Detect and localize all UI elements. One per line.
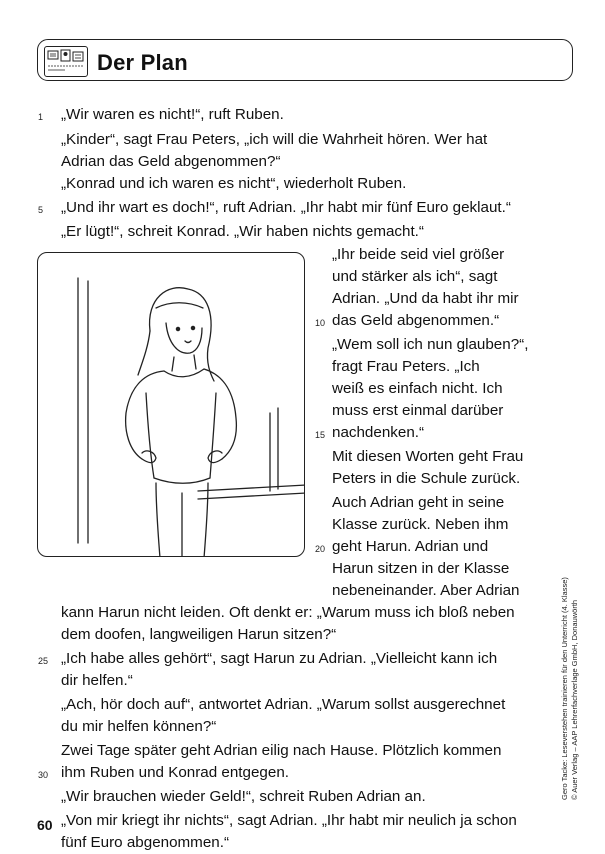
text-line: „Ach, hör doch auf“, antwortet Adrian. „Warum sollst ausgerechnet <box>61 696 506 713</box>
text-line: ihm Ruben und Konrad entgegen. <box>61 764 289 781</box>
page-title: Der Plan <box>97 50 188 75</box>
page-number: 60 <box>37 817 53 833</box>
text-line: dir helfen.“ <box>61 672 133 689</box>
text-line: „Und ihr wart es doch!“, ruft Adrian. „Ihr habt mir fünf Euro geklaut.“ <box>61 199 511 216</box>
text-line: nebeneinander. Aber Adrian <box>332 582 520 599</box>
text-line: nachdenken.“ <box>332 424 425 441</box>
line-number: 1 <box>38 112 44 122</box>
copyright-credit <box>556 560 594 800</box>
text-line: Klasse zurück. Neben ihm <box>332 516 509 533</box>
text-line: das Geld abgenommen.“ <box>332 312 500 329</box>
credit-line-1: Gero Tacke: Leseverstehen trainieren für den Unterricht (4. Klasse) <box>560 577 569 800</box>
text-line: „Von mir kriegt ihr nichts“, sagt Adrian. „Ihr habt mir neulich ja schon <box>61 812 517 829</box>
text-line: „Wem soll ich nun glauben?“, <box>332 336 529 353</box>
text-line: kann Harun nicht leiden. Oft denkt er: „Warum muss ich bloß neben <box>61 604 515 621</box>
text-line: „Ich habe alles gehört“, sagt Harun zu Adrian. „Vielleicht kann ich <box>61 650 498 667</box>
text-line: „Wir waren es nicht!“, ruft Ruben. <box>61 106 284 123</box>
line-number: 5 <box>38 205 44 215</box>
line-number: 30 <box>38 770 49 780</box>
credit-line-2: © Auer Verlag – AAP Lehrerfachverlage GmbH, Donauwörth <box>570 599 579 800</box>
text-line: Adrian. „Und da habt ihr mir <box>332 290 519 307</box>
text-line: „Wir brauchen wieder Geld!“, schreit Ruben Adrian an. <box>61 788 426 805</box>
line-number: 20 <box>315 544 326 554</box>
text-line: Adrian das Geld abgenommen?“ <box>61 153 281 170</box>
text-line: du mir helfen können?“ <box>61 718 217 735</box>
text-line: „Konrad und ich waren es nicht“, wiederholt Ruben. <box>61 175 407 192</box>
text-line: fünf Euro abgenommen.“ <box>61 834 230 851</box>
text-line: und stärker als ich“, sagt <box>332 268 498 285</box>
illustration-girl <box>37 252 305 557</box>
text-line: „Er lügt!“, schreit Konrad. „Wir haben nichts gemacht.“ <box>61 223 424 240</box>
text-line: muss erst einmal darüber <box>332 402 504 419</box>
reading-task-icon <box>44 46 88 77</box>
text-line: Auch Adrian geht in seine <box>332 494 505 511</box>
text-line: „Kinder“, sagt Frau Peters, „ich will die Wahrheit hören. Wer hat <box>61 131 488 148</box>
text-line: weiß es einfach nicht. Ich <box>332 380 503 397</box>
text-line: Zwei Tage später geht Adrian eilig nach Hause. Plötzlich kommen <box>61 742 502 759</box>
text-line: Harun sitzen in der Klasse <box>332 560 510 577</box>
line-number: 25 <box>38 656 49 666</box>
text-line: fragt Frau Peters. „Ich <box>332 358 480 375</box>
line-number: 15 <box>315 430 326 440</box>
text-line: geht Harun. Adrian und <box>332 538 489 555</box>
text-line: Peters in die Schule zurück. <box>332 470 521 487</box>
text-line: Mit diesen Worten geht Frau <box>332 448 524 465</box>
text-line: „Ihr beide seid viel größer <box>332 246 505 263</box>
text-line: dem doofen, langweiligen Harun sitzen?“ <box>61 626 337 643</box>
line-number: 10 <box>315 318 326 328</box>
